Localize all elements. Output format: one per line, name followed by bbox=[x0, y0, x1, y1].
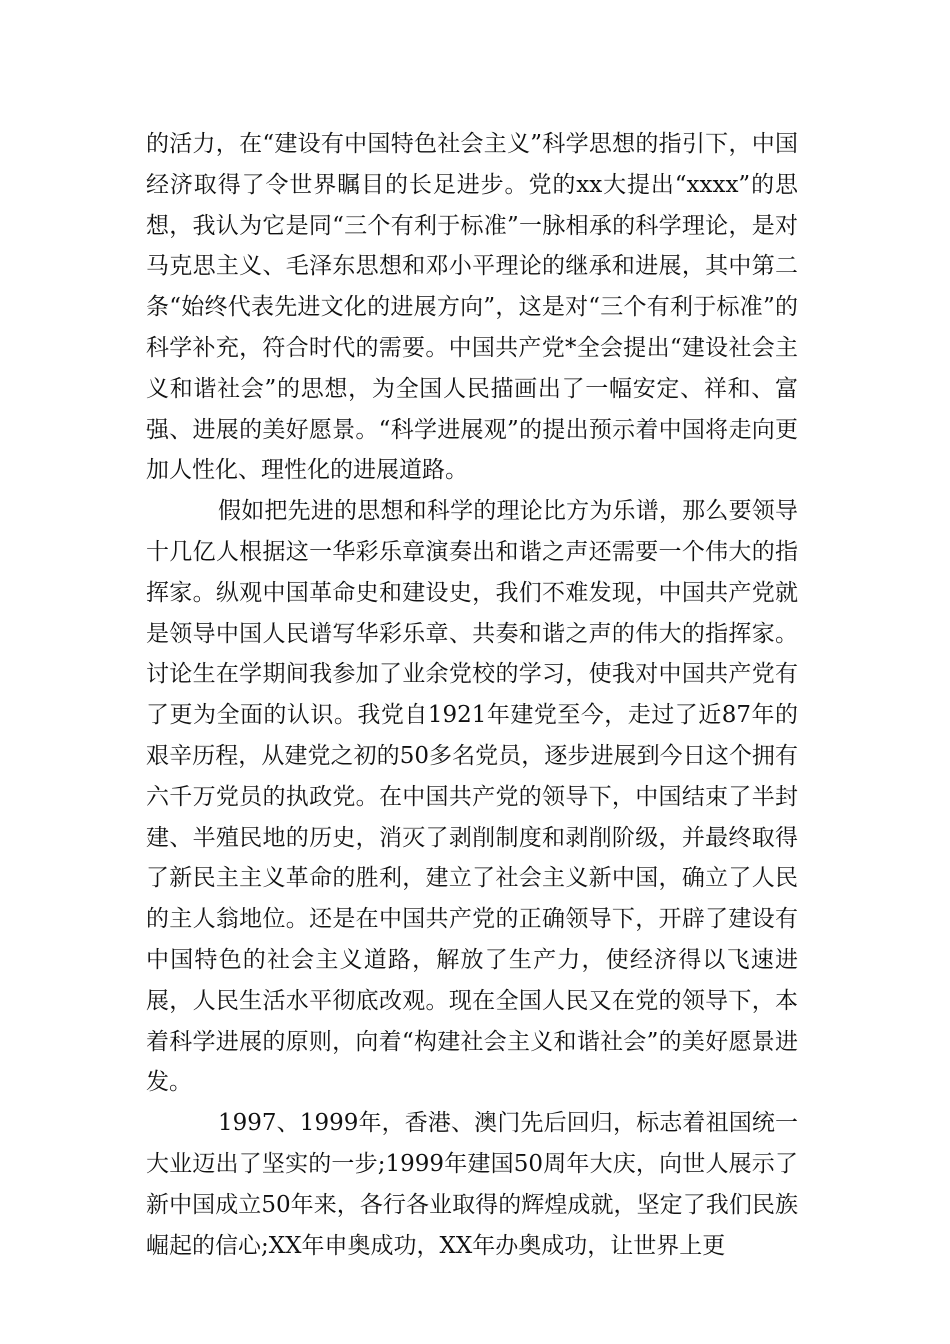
paragraph-1: 的活力，在“建设有中国特色社会主义”科学思想的指引下，中国经济取得了令世界瞩目的长足进步。党的xx大提出“xxxx”的思想，我认为它是同“三个有利于标准”一脉相承的科学理论，是对马克思主义、毛泽东思想和邓小平理论的继承和进展，其中第二条“始终代表先进文化的进展方向”，这是对“三个有利于标准”的科学补充，符合时代的需要。中国共产党*全会提出“建设社会主义和谐社会”的思想，为全国人民描画出了一幅安定、祥和、富强、进展的美好愿景。“科学进展观”的提出预示着中国将走向更加人性化、理性化的进展道路。 bbox=[146, 131, 798, 484]
paragraph-3: 1997、1999年，香港、澳门先后回归，标志着祖国统一大业迈出了坚实的一步;1999年建国50周年大庆，向世人展示了新中国成立50年来，各行各业取得的辉煌成就，坚定了我们民族崛起的信心;XX年申奥成功，XX年办奥成功，让世界上更 bbox=[146, 1110, 798, 1259]
paragraph-2: 假如把先进的思想和科学的理论比方为乐谱，那么要领导十几亿人根据这一华彩乐章演奏出和谐之声还需要一个伟大的指挥家。纵观中国革命史和建设史，我们不难发现，中国共产党就是领导中国人民谱写华彩乐章、共奏和谐之声的伟大的指挥家。讨论生在学期间我参加了业余党校的学习，使我对中国共产党有了更为全面的认识。我党自1921年建党至今，走过了近87年的艰辛历程，从建党之初的50多名党员，逐步进展到今日这个拥有六千万党员的执政党。在中国共产党的领导下，中国结束了半封建、半殖民地的历史，消灭了剥削制度和剥削阶级，并最终取得了新民主主义革命的胜利，建立了社会主义新中国，确立了人民的主人翁地位。还是在中国共产党的正确领导下，开辟了建设有中国特色的社会主义道路，解放了生产力，使经济得以飞速进展，人民生活水平彻底改观。现在全国人民又在党的领导下，本着科学进展的原则，向着“构建社会主义和谐社会”的美好愿景进发。 bbox=[146, 498, 798, 1096]
document-body bbox=[146, 124, 798, 1266]
